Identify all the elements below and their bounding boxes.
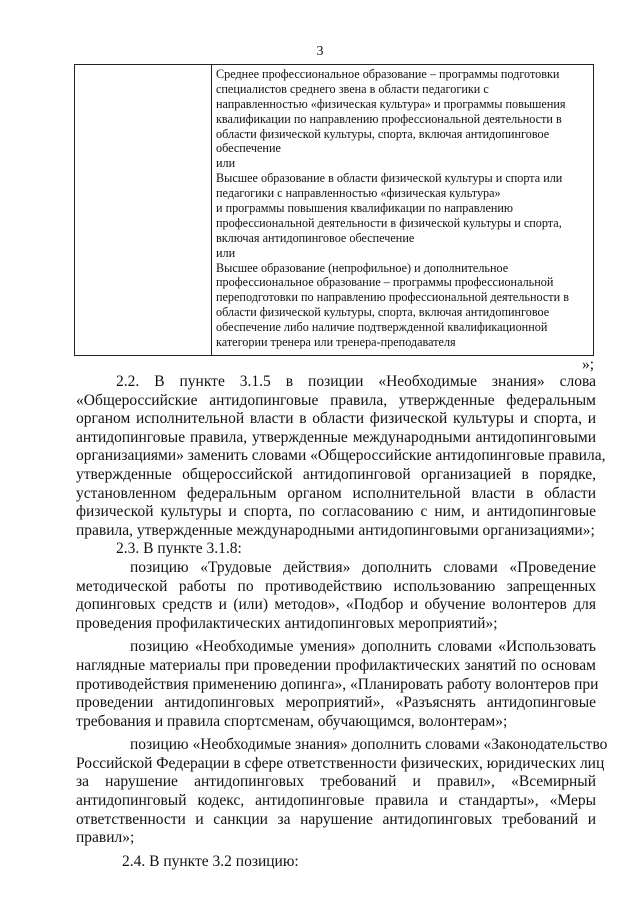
paragraph-line: проведения профилактических антидопинговых мероприятий»; [76,614,498,632]
paragraph [76,373,606,540]
table-column-divider [211,65,212,355]
paragraph-line: методической работы по противодействию использованию запрещенных [76,577,596,595]
paragraph-line: за нарушение антидопинговых требований и правил», «Всемирный [76,773,596,791]
paragraph-line: правила, утвержденные международными антидопинговыми организациями»; [76,521,595,539]
paragraph-line: наглядные материалы при проведении профилактических занятий по основам [76,656,596,674]
table-text-line: или [216,245,236,260]
paragraph-line: противодействия применению допинга», «Планировать работу волонтеров при [76,675,599,693]
paragraph-line: 2.4. В пункте 3.2 позицию: [122,852,299,870]
paragraph-line: антидопинговый кодекс, антидопинговые правила и стандарты», «Меры [76,792,596,810]
page-number: 3 [316,44,324,59]
paragraph [76,853,596,872]
table-text-line: специалистов среднего звена в области педагогики с [216,81,489,96]
paragraph-line: Российской Федерации в сфере ответственности физических, юридических лиц [76,754,605,772]
paragraph-line: антидопинговые правила, утвержденные международными антидопинговыми [76,428,596,446]
paragraph-line: позицию «Необходимые знания» дополнить словами «Законодательство [130,736,608,754]
document-body [76,373,608,871]
table-text-line: или [216,156,236,171]
paragraph [76,736,608,848]
table-text-line: и программы повышения квалификации по направлению [216,201,513,216]
paragraph [76,638,599,731]
paragraph-line: физической культуры и спорта, по согласованию с ним, и антидопинговые [76,503,596,521]
table-text-line: направленностью «физическая культура» и программы повышения [216,96,566,111]
paragraph-line: утвержденные общероссийской антидопинговой организацией в порядке, [76,465,596,483]
table-text-line: Высшее образование (непрофильное) и дополнительное [216,260,509,275]
closing-quote: »; [581,356,594,373]
paragraph [76,540,596,559]
paragraph-line: организациями» заменить словами «Общероссийские антидопинговые правила, [76,447,606,465]
paragraph-line: 2.3. В пункте 3.1.8: [116,540,242,558]
paragraph-line: допинговых средств и (или) методов», «Подбор и обучение волонтеров для [76,596,596,614]
table-text-line: обеспечение [216,141,281,156]
table-text-line: переподготовки по направлению профессиональной деятельности в [216,290,569,305]
paragraph-line: ответственности и санкции за нарушение антидопинговых требований и [76,810,596,828]
table-text-line: Среднее профессиональное образование – программы подготовки [216,67,560,81]
paragraph-line: «Общероссийские антидопинговые правила, утвержденные федеральным [76,391,596,409]
table-text-line: профессиональное образование – программы профессиональной [216,275,554,290]
table-text-line: Высшее образование в области физической культуры и спорта или [216,171,563,186]
paragraph-line: 2.2. В пункте 3.1.5 в позиции «Необходимые знания» слова [116,373,596,390]
qualification-table [74,64,594,356]
table-text-line: обеспечение либо наличие подтвержденной квалификационной [216,320,548,335]
paragraph-line: позицию «Необходимые умения» дополнить словами «Использовать [130,638,596,656]
table-text-line: педагогики с направленностью «физическая культура» [216,186,501,201]
table-text-line: области физической культуры, спорта, включая антидопинговое [216,305,550,320]
paragraph-line: правил»; [76,829,135,847]
table-text-line: области физической культуры, спорта, включая антидопинговое [216,126,550,141]
paragraph [76,559,596,633]
table-text-line: квалификации по направлению профессиональной деятельности в [216,111,562,126]
paragraph-line: проведении антидопинговых мероприятий», «Разъяснять антидопинговые [76,694,596,712]
table-text-line: категории тренера или тренера-преподавателя [216,335,456,350]
paragraph-line: требования и правила спортсменам, обучающимся, волонтерам»; [76,712,508,730]
paragraph-line: позицию «Трудовые действия» дополнить словами «Проведение [130,558,596,576]
paragraph-line: установленном федеральным органом исполнительной власти в области [76,484,596,502]
table-text-line: профессиональной деятельности в физической культуры и спорта, [216,215,562,230]
table-requirements-cell [216,67,590,350]
paragraph-line: органом исполнительной власти в области физической культуры и спорта, и [76,410,596,428]
table-text-line: включая антидопинговое обеспечение [216,230,415,245]
